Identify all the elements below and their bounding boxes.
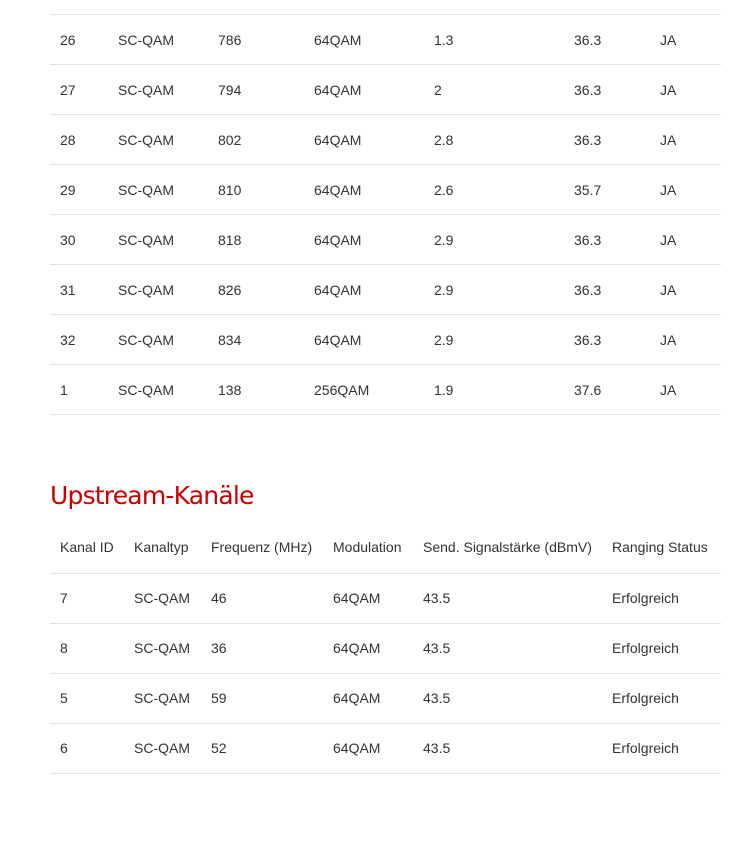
channel-type: SC-QAM bbox=[118, 381, 174, 398]
header-channel-id: Kanal ID bbox=[60, 539, 114, 556]
channel-locked: JA bbox=[660, 131, 677, 148]
channel-type: SC-QAM bbox=[118, 231, 174, 248]
channel-type: SC-QAM bbox=[118, 31, 174, 48]
channel-locked: JA bbox=[660, 31, 677, 48]
channel-power: 43.5 bbox=[423, 640, 451, 656]
channel-id: 8 bbox=[60, 640, 68, 656]
channel-modulation: 64QAM bbox=[314, 181, 362, 198]
ranging-status: Erfolgreich bbox=[612, 640, 679, 656]
channel-frequency: 46 bbox=[211, 590, 227, 606]
channel-modulation: 64QAM bbox=[314, 31, 362, 48]
channel-frequency: 36 bbox=[211, 640, 227, 656]
table-row bbox=[50, 65, 721, 115]
channel-locked: JA bbox=[660, 181, 677, 198]
channel-snr: 36.3 bbox=[574, 31, 602, 48]
channel-snr: 36.3 bbox=[574, 81, 602, 98]
channel-snr: 36.3 bbox=[574, 281, 602, 298]
ranging-status: Erfolgreich bbox=[612, 740, 679, 756]
table-row bbox=[50, 265, 721, 315]
channel-snr: 36.3 bbox=[574, 231, 602, 248]
table-row bbox=[50, 623, 721, 673]
table-row bbox=[50, 315, 721, 365]
channel-id: 29 bbox=[60, 181, 76, 198]
channel-type: SC-QAM bbox=[118, 281, 174, 298]
channel-power: 2 bbox=[434, 81, 442, 98]
channel-modulation: 64QAM bbox=[333, 640, 381, 656]
channel-type: SC-QAM bbox=[118, 131, 174, 148]
table-row bbox=[50, 15, 721, 65]
channel-id: 27 bbox=[60, 81, 76, 98]
table-row bbox=[50, 365, 721, 415]
channel-modulation: 64QAM bbox=[333, 740, 381, 756]
upstream-table bbox=[50, 522, 721, 774]
channel-frequency: 52 bbox=[211, 740, 227, 756]
channel-type: SC-QAM bbox=[118, 181, 174, 198]
channel-frequency: 818 bbox=[218, 231, 242, 248]
table-row bbox=[50, 723, 721, 773]
channel-locked: JA bbox=[660, 281, 677, 298]
channel-frequency: 786 bbox=[218, 31, 242, 48]
channel-id: 7 bbox=[60, 590, 68, 606]
channel-type: SC-QAM bbox=[134, 740, 190, 756]
channel-type: SC-QAM bbox=[134, 690, 190, 706]
channel-power: 43.5 bbox=[423, 740, 451, 756]
channel-type: SC-QAM bbox=[118, 331, 174, 348]
downstream-table bbox=[50, 14, 721, 415]
channel-power: 2.9 bbox=[434, 281, 454, 298]
channel-id: 31 bbox=[60, 281, 76, 298]
channel-modulation: 64QAM bbox=[314, 81, 362, 98]
channel-frequency: 794 bbox=[218, 81, 242, 98]
channel-power: 2.6 bbox=[434, 181, 454, 198]
channel-power: 43.5 bbox=[423, 590, 451, 606]
channel-modulation: 64QAM bbox=[333, 690, 381, 706]
channel-frequency: 834 bbox=[218, 331, 242, 348]
channel-id: 5 bbox=[60, 690, 68, 706]
table-row bbox=[50, 215, 721, 265]
table-row bbox=[50, 673, 721, 723]
channel-frequency: 138 bbox=[218, 381, 242, 398]
channel-modulation: 64QAM bbox=[314, 281, 362, 298]
channel-snr: 37.6 bbox=[574, 381, 602, 398]
channel-frequency: 826 bbox=[218, 281, 242, 298]
channel-snr: 36.3 bbox=[574, 331, 602, 348]
channel-power: 1.9 bbox=[434, 381, 454, 398]
header-power: Send. Signalstärke (dBmV) bbox=[423, 539, 592, 556]
channel-snr: 35.7 bbox=[574, 181, 602, 198]
header-frequency: Frequenz (MHz) bbox=[211, 539, 313, 556]
channel-type: SC-QAM bbox=[134, 590, 190, 606]
channel-frequency: 802 bbox=[218, 131, 242, 148]
channel-modulation: 64QAM bbox=[314, 131, 362, 148]
channel-type: SC-QAM bbox=[118, 81, 174, 98]
channel-id: 28 bbox=[60, 131, 76, 148]
channel-id: 6 bbox=[60, 740, 68, 756]
channel-locked: JA bbox=[660, 331, 677, 348]
channel-power: 2.9 bbox=[434, 331, 454, 348]
channel-locked: JA bbox=[660, 381, 677, 398]
channel-locked: JA bbox=[660, 231, 677, 248]
channel-locked: JA bbox=[660, 81, 677, 98]
channel-id: 26 bbox=[60, 31, 76, 48]
channel-modulation: 64QAM bbox=[314, 331, 362, 348]
channel-type: SC-QAM bbox=[134, 640, 190, 656]
header-channel-type: Kanaltyp bbox=[134, 539, 189, 556]
table-row bbox=[50, 573, 721, 623]
channel-snr: 36.3 bbox=[574, 131, 602, 148]
table-header-row bbox=[50, 522, 721, 573]
ranging-status: Erfolgreich bbox=[612, 590, 679, 606]
channel-id: 32 bbox=[60, 331, 76, 348]
ranging-status: Erfolgreich bbox=[612, 690, 679, 706]
channel-id: 1 bbox=[60, 381, 68, 398]
header-modulation: Modulation bbox=[333, 539, 402, 556]
channel-frequency: 810 bbox=[218, 181, 242, 198]
channel-power: 2.9 bbox=[434, 231, 454, 248]
upstream-section-title: Upstream-Kanäle bbox=[50, 481, 254, 510]
channel-tables bbox=[50, 0, 721, 756]
channel-modulation: 64QAM bbox=[314, 231, 362, 248]
table-row bbox=[50, 165, 721, 215]
channel-frequency: 59 bbox=[211, 690, 227, 706]
channel-id: 30 bbox=[60, 231, 76, 248]
channel-power: 43.5 bbox=[423, 690, 451, 706]
channel-power: 2.8 bbox=[434, 131, 454, 148]
table-row bbox=[50, 115, 721, 165]
channel-modulation: 64QAM bbox=[333, 590, 381, 606]
header-ranging-status: Ranging Status bbox=[612, 539, 708, 556]
channel-power: 1.3 bbox=[434, 31, 454, 48]
channel-modulation: 256QAM bbox=[314, 381, 370, 398]
